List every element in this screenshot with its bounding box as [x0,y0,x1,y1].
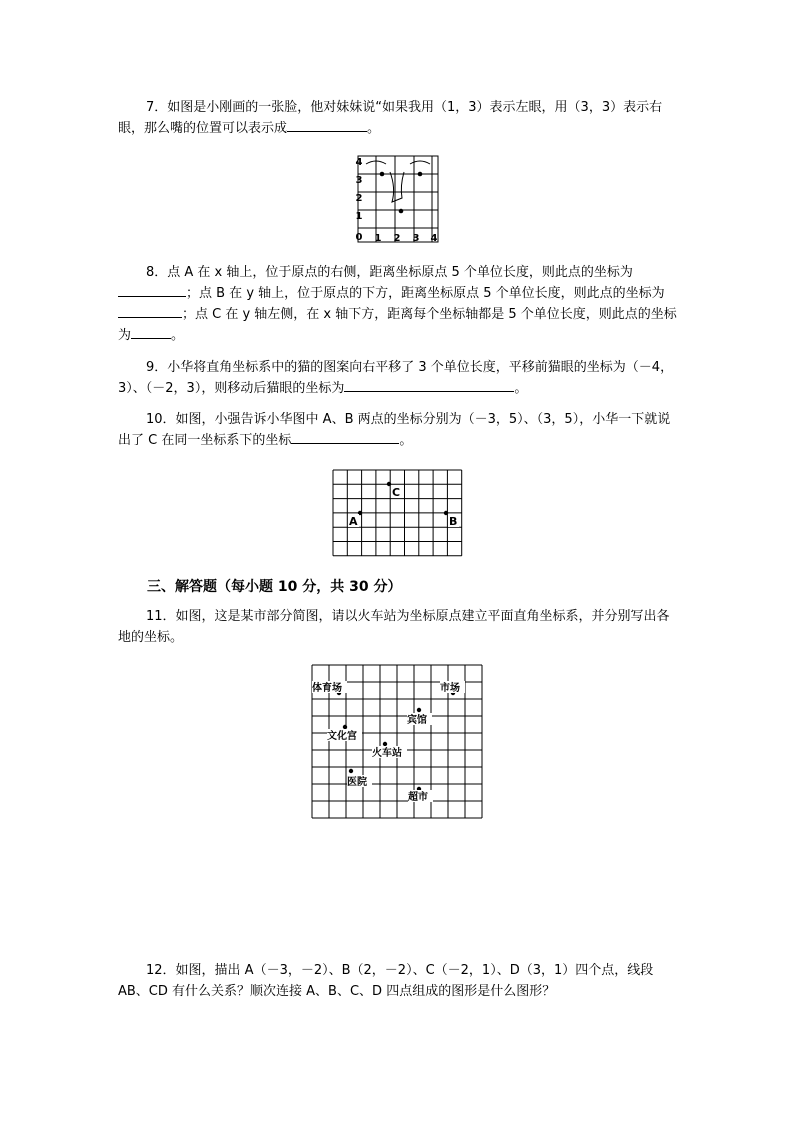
answer-blank-b[interactable] [118,304,182,318]
point-b [444,511,448,515]
hotel-dot [417,708,421,712]
question-11: 11．如图，这是某市部分简图，请以火车站为坐标原点建立平面直角坐标系，并分别写出各地的坐标。 [118,609,670,645]
label-supermarket: 超市 [408,792,428,803]
right-eyebrow [410,161,430,164]
y-label-2: 2 [355,193,363,204]
question-9: 9．小华将直角坐标系中的猫的图案向右平移了 3 个单位长度，平移前猫眼的坐标为（－4，3）、（－2，3），则移动后猫眼的坐标为 。 [118,360,674,396]
x-label-1: 1 [374,233,382,244]
station-dot [383,742,387,746]
y-label-1: 1 [355,211,363,222]
label-station: 火车站 [372,748,402,759]
nose [390,172,404,202]
label-a: A [349,515,358,528]
question-8: 8．点 A 在 x 轴上，位于原点的右侧，距离坐标原点 5 个单位长度，则此点的坐标为；点 B 在 y 轴上，位于原点的下方，距离坐标原点 5 个单位长度，则此点的坐标为；点 C 在 y 轴左侧，在 x 轴下方，距离每个坐标轴都是 5 个单位长度，则此点的坐标为 。 [118,265,677,343]
x-label-4: 4 [430,233,438,244]
section-3-title: 三、解答题（每小题 10 分，共 30 分） [147,579,402,595]
face-grid-figure [352,154,444,246]
label-culture: 文化宫 [327,731,357,742]
hospital-dot [349,769,353,773]
answer-blank-a[interactable] [118,283,186,297]
answer-blank[interactable] [291,430,399,444]
label-stadium: 体育场 [312,683,342,694]
abc-grid-figure [332,469,462,557]
x-label-3: 3 [412,233,420,244]
right-eye-dot [418,172,423,177]
question-12: 12．如图，描出 A（－3，－2）、B（2，－2）、C（－2，1）、D（3，1）四个点，线段 AB、CD 有什么关系？顺次连接 A、B、C、D 四点组成的图形是什么图形？ [118,963,654,999]
x-label-2: 2 [393,233,401,244]
label-market: 市场 [440,683,460,694]
y-label-4: 4 [355,157,363,168]
mouth-dot [399,209,404,214]
question-7: 7．如图是小刚画的一张脸，他对妹妹说“如果我用（1，3）表示左眼，用（3，3）表示右眼，那么嘴的位置可以表示成 。 [118,100,663,136]
left-eye-dot [380,172,385,177]
y-label-3: 3 [355,175,363,186]
question-10: 10．如图，小强告诉小华图中 A、B 两点的坐标分别为（－3，5）、（3，5），小华一下就说出了 C 在同一坐标系下的坐标 。 [118,412,671,448]
answer-blank[interactable] [287,118,367,132]
city-map-figure [311,664,485,820]
label-b: B [449,515,458,528]
label-hospital: 医院 [347,777,367,788]
point-c [387,482,391,486]
origin-label: 0 [355,232,363,243]
answer-blank-c[interactable] [131,325,171,339]
answer-blank[interactable] [344,378,514,392]
label-c: C [392,486,401,499]
label-hotel: 宾馆 [407,715,427,726]
question-7-text: 7．如图是小刚画的一张脸，他对妹妹说“如果我用（1，3）表示左眼，用（3，3）表示右眼，那么嘴的位置可以表示成 [118,100,663,136]
culture-dot [343,725,347,729]
